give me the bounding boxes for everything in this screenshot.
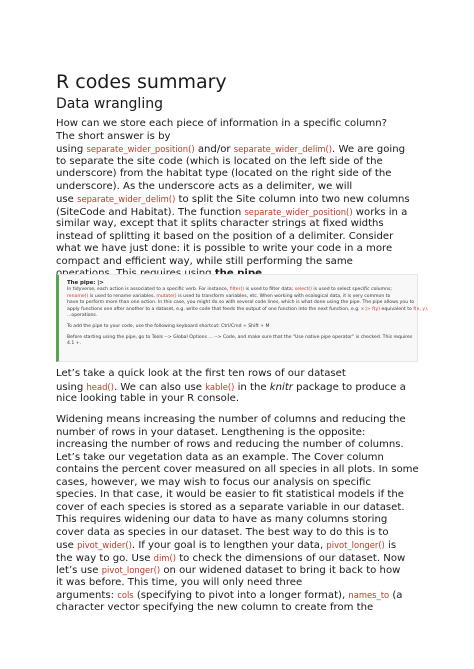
text-run: increasing the number of rows and reducing the number of columns. bbox=[56, 439, 404, 450]
inline-code: separate_wider_delim() bbox=[233, 144, 333, 154]
page-title: R codes summary bbox=[56, 71, 227, 93]
inline-code: separate_wider_position() bbox=[86, 144, 195, 154]
section-heading: Data wrangling bbox=[56, 96, 163, 112]
text-line bbox=[56, 256, 426, 269]
pipe-note-box bbox=[56, 274, 429, 362]
pipe-note-line bbox=[67, 313, 411, 320]
text-run: Widening means increasing the number of columns and reducing the bbox=[56, 414, 406, 425]
text-run: character vector specifying the new column to create from the bbox=[56, 601, 374, 613]
pipe-note-body bbox=[67, 287, 429, 320]
text-line bbox=[56, 602, 426, 615]
text-run: . We are going bbox=[332, 144, 405, 155]
text-line bbox=[56, 477, 426, 490]
inline-code: pivot_wider() bbox=[77, 540, 132, 550]
inline-code: kable() bbox=[205, 381, 235, 392]
text-line bbox=[56, 231, 426, 244]
text-run: (specifying to pivot into a longer format), bbox=[133, 590, 349, 601]
text-run: ...operations. bbox=[67, 313, 98, 319]
text-run: . If your goal is to lengthen your data, bbox=[131, 540, 327, 551]
text-run: In tidyverse, each action is associated to a specific verb. For instance, bbox=[67, 287, 230, 292]
text-run: Let’s take a quick look at the first ten rows of our dataset bbox=[56, 368, 346, 379]
inline-code: separate_wider_position() bbox=[244, 206, 353, 217]
text-line bbox=[56, 381, 426, 394]
text-line bbox=[56, 464, 426, 477]
pipe-note-line bbox=[67, 300, 415, 307]
text-run: using bbox=[56, 381, 87, 393]
text-line bbox=[56, 218, 426, 231]
text-line bbox=[56, 539, 426, 552]
text-run: The short answer is by bbox=[56, 130, 171, 142]
inline-code: filter() bbox=[229, 287, 245, 292]
inline-code: head() bbox=[86, 381, 114, 392]
text-line bbox=[56, 514, 426, 527]
text-line bbox=[56, 552, 426, 565]
text-line bbox=[56, 118, 426, 131]
text-line bbox=[56, 206, 426, 219]
pipe-note-shortcut: To add the pipe to your code, use the following keyboard shortcut: Ctrl/Cmd + Shift + M bbox=[67, 323, 270, 329]
text-line bbox=[56, 156, 426, 169]
text-run: underscore) from the habitat type (located on the right side of the bbox=[56, 168, 392, 179]
text-line bbox=[56, 527, 426, 540]
text-run: apply functions one after another to a dataset, e.g. write code that feeds the output of one function into the next function, e.g. bbox=[67, 306, 362, 312]
text-line bbox=[56, 193, 426, 206]
text-run: is used to filter data; bbox=[244, 287, 295, 292]
text-line bbox=[56, 181, 426, 194]
inline-code: cols bbox=[117, 590, 134, 600]
text-run: let’s use bbox=[56, 565, 102, 576]
text-run: cases, however, we may wish to focus our analysis on specific bbox=[56, 476, 371, 488]
text-run: number of rows in your dataset. Lengthening is the opposite: bbox=[56, 426, 366, 438]
text-run: to split the Site column into two new columns bbox=[175, 194, 410, 205]
text-line bbox=[56, 439, 426, 452]
inline-code: pivot_longer() bbox=[101, 565, 161, 575]
text-line bbox=[56, 589, 426, 602]
text-run: have to perform more than one action. In this case, you might do so with several code lines, which is what done using the pipe. The pipe allows you to bbox=[67, 300, 415, 306]
text-line bbox=[56, 368, 426, 381]
pipe-note-line bbox=[67, 287, 411, 294]
text-run: in the bbox=[234, 381, 270, 393]
text-line bbox=[56, 168, 426, 181]
text-run: use bbox=[56, 540, 78, 551]
text-run: use bbox=[56, 194, 78, 205]
text-run: is bbox=[384, 540, 397, 551]
text-run: cover data as species in our dataset. The best way to do this is to bbox=[56, 526, 389, 538]
text-line bbox=[56, 427, 426, 440]
inline-code: pivot_longer() bbox=[326, 540, 385, 550]
text-run: it was before. This time, you will only need three bbox=[56, 576, 303, 588]
text-run: to check the dimensions of our dataset. Now bbox=[175, 552, 406, 564]
text-run: (SiteCode and Habitat). The function bbox=[56, 206, 245, 218]
inline-code: rename() bbox=[67, 293, 89, 299]
text-run: what we have just done: it is possible to write your code in a more bbox=[56, 243, 393, 254]
text-run: is used to transform variables, etc. When working with ecological data, it is very common to bbox=[176, 293, 391, 299]
text-run: works in a bbox=[352, 206, 408, 218]
text-run: underscore). As the underscore acts as a delimiter, we will bbox=[56, 180, 353, 192]
text-run: the way to go. Use bbox=[56, 552, 154, 564]
text-run: . bbox=[426, 306, 429, 312]
inline-code: dim() bbox=[153, 552, 176, 563]
text-line bbox=[56, 577, 426, 590]
text-line bbox=[56, 131, 426, 144]
text-line bbox=[56, 414, 426, 427]
text-run: . We can also use bbox=[113, 381, 206, 393]
pipe-note-title: The pipe: |> bbox=[67, 280, 104, 286]
pipe-note-line: Before starting using the pipe, go to Tools --> Global Options ... --> Code, and make sure that the "Use native pipe operator" is checked. This requires bbox=[67, 334, 413, 340]
text-run: (a bbox=[389, 590, 403, 601]
inline-code: separate_wider_delim() bbox=[77, 194, 176, 204]
pipe-note-line bbox=[67, 306, 429, 314]
paragraph-widening bbox=[56, 414, 426, 614]
text-run: species. In that case, it would be easier to fit statistical models if the bbox=[56, 489, 404, 500]
text-run: on our widened dataset to bring it back to how bbox=[160, 565, 401, 576]
paragraph-head bbox=[56, 368, 426, 406]
text-line bbox=[56, 452, 426, 465]
text-line bbox=[56, 502, 426, 515]
text-run: equivalent to bbox=[380, 306, 414, 312]
text-run: This requires widening our data to have as many columns storing bbox=[56, 514, 388, 525]
text-line bbox=[56, 243, 426, 256]
inline-code: f(x, y) bbox=[413, 306, 427, 312]
paragraph-separate bbox=[56, 118, 426, 281]
text-run: Let’s take our vegetation data as an example. The Cover column bbox=[56, 451, 384, 463]
text-run: nice looking table in your R console. bbox=[56, 393, 240, 404]
inline-code: mutate() bbox=[156, 293, 177, 299]
text-run: How can we store each piece of information in a specific column? bbox=[56, 118, 387, 129]
inline-code: select() bbox=[294, 287, 312, 292]
text-run: is used to rename variables, bbox=[88, 293, 157, 299]
text-run: package to produce a bbox=[292, 381, 406, 393]
text-line bbox=[56, 489, 426, 502]
inline-code: names_to bbox=[348, 590, 390, 600]
text-run: compact and efficient way, while still performing the same bbox=[56, 255, 353, 267]
text-run: is used to select specific columns; bbox=[311, 287, 392, 292]
text-run: and/or bbox=[194, 144, 234, 155]
text-line bbox=[56, 564, 426, 577]
pipe-note-line: 4.1 +. bbox=[67, 341, 82, 347]
text-line bbox=[56, 143, 426, 156]
text-run: arguments: bbox=[56, 590, 118, 601]
pipe-note-options bbox=[67, 335, 411, 348]
text-run: using bbox=[56, 144, 87, 155]
text-run: cover of each species is stored as a separate variable in our dataset. bbox=[56, 501, 405, 513]
inline-code: x |> f(y) bbox=[361, 306, 381, 312]
italic-text: knitr bbox=[269, 381, 293, 393]
text-run: contains the percent cover measured on all species in all plots. In some bbox=[56, 464, 419, 475]
text-run: to separate the site code (which is located on the left side of the bbox=[56, 155, 383, 167]
text-line bbox=[56, 393, 426, 406]
text-run: similar way, except that it splits character strings at fixed widths bbox=[56, 218, 384, 229]
text-run: instead of splitting it based on the position of a delimiter. Consider bbox=[56, 230, 394, 242]
